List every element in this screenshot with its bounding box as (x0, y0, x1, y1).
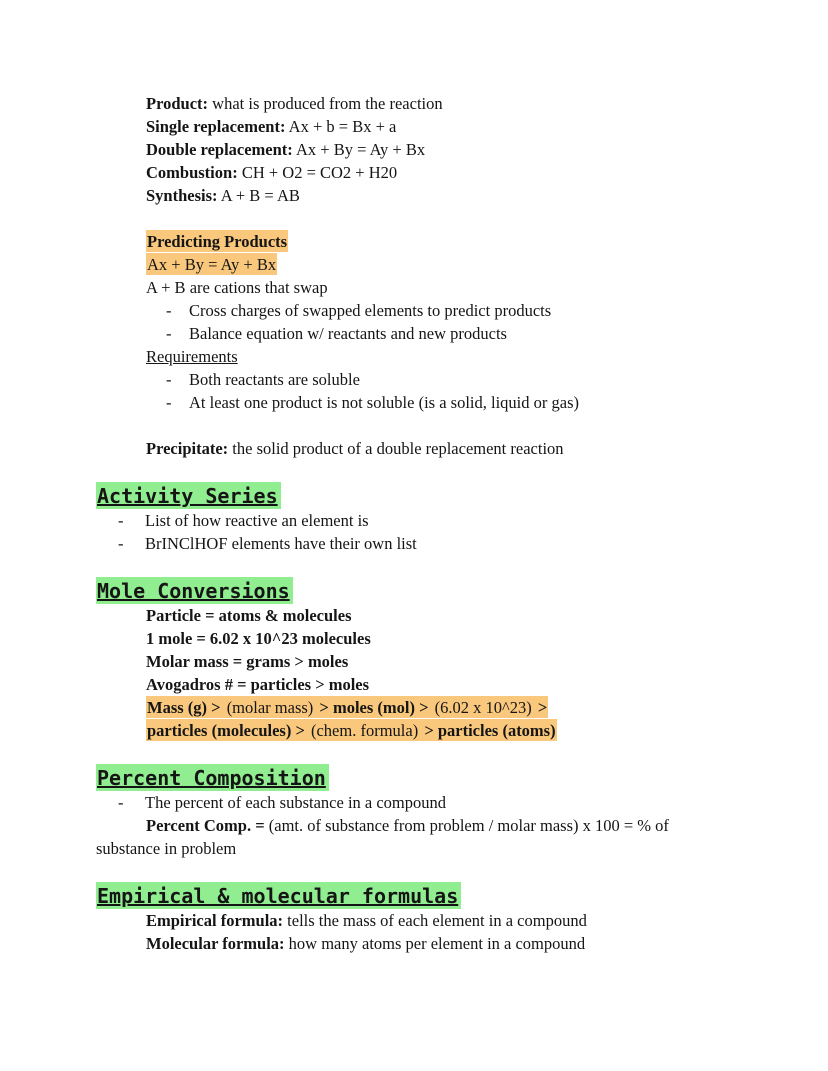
line-predicting-products-equation (96, 253, 788, 276)
text-segment: tells the mass of each element in a compound (283, 911, 587, 930)
line-percent-comp-formula-wrap (96, 837, 788, 860)
line-cross-charges (96, 299, 788, 322)
text-segment: (amt. of substance from problem / molar mass) x 100 = % of (268, 816, 669, 835)
text-segment: (chem. formula) (310, 721, 423, 740)
text-segment: Balance equation w/ reactants and new products (189, 324, 507, 343)
text-segment: Product: (146, 94, 209, 113)
line-empirical-formula (96, 909, 788, 932)
line-single-replacement (96, 115, 788, 138)
text-segment: how many atoms per element in a compound (284, 934, 586, 953)
text-segment: Combustion: (146, 163, 238, 182)
heading-empirical-molecular-formulas (96, 883, 788, 909)
text-segment: Precipitate: (146, 439, 229, 458)
bullet-dash: - (166, 393, 172, 412)
bullet-dash: - (166, 324, 172, 343)
heading-percent-composition (96, 765, 788, 791)
text-segment: List of how reactive an element is (145, 511, 369, 530)
bullet-dash: - (118, 511, 124, 530)
text-segment: particles (molecules) > (147, 721, 309, 740)
text-segment: Activity Series (96, 482, 281, 509)
heading-mole-conversions (96, 578, 788, 604)
line-molecular-formula (96, 932, 788, 955)
text-segment: what is produced from the reaction (208, 94, 443, 113)
line-molar-mass (96, 650, 788, 673)
text-segment: the solid product of a double replacement reaction (228, 439, 564, 458)
text-segment: Mass (g) > (147, 698, 225, 717)
text-segment: Ax + b = Bx + a (285, 117, 397, 136)
text-segment: Both reactants are soluble (189, 370, 360, 389)
blank-line (96, 555, 788, 578)
blank-line (96, 460, 788, 483)
heading-activity-series (96, 483, 788, 509)
text-segment: A + B are cations that swap (146, 278, 328, 297)
line-percent-comp-formula (96, 814, 788, 837)
text-segment: Ax + By = Ay + Bx (147, 255, 277, 274)
text-segment: Single replacement: (146, 117, 286, 136)
bullet-dash: - (166, 301, 172, 320)
text-segment: Predicting Products (147, 232, 288, 251)
text-segment: Synthesis: (146, 186, 218, 205)
line-product-definition (96, 92, 788, 115)
text-segment: BrINClHOF elements have their own list (145, 534, 417, 553)
line-brinclhof (96, 532, 788, 555)
line-cations-swap (96, 276, 788, 299)
text-segment: Ax + By = Ay + Bx (292, 140, 426, 159)
blank-line (96, 414, 788, 437)
text-segment: (molar mass) (226, 698, 318, 717)
line-combustion (96, 161, 788, 184)
text-segment: > particles (atoms) (424, 721, 556, 740)
text-segment: 1 mole = 6.02 x 10^23 molecules (146, 629, 371, 648)
line-balance-equation (96, 322, 788, 345)
line-particle-definition (96, 604, 788, 627)
line-precipitate-definition (96, 437, 788, 460)
text-segment: At least one product is not soluble (is a solid, liquid or gas) (189, 393, 579, 412)
text-segment: Molecular formula: (146, 934, 285, 953)
text-segment: CH + O2 = CO2 + H20 (237, 163, 398, 182)
blank-line (96, 207, 788, 230)
text-segment: Percent Comp. = (146, 816, 269, 835)
text-segment: Avogadros # = particles > moles (146, 675, 370, 694)
text-segment: substance in problem (96, 839, 237, 858)
text-segment: Cross charges of swapped elements to predict products (189, 301, 552, 320)
text-segment: A + B = AB (217, 186, 300, 205)
text-segment: Empirical & molecular formulas (96, 882, 461, 909)
line-avogadros-number (96, 673, 788, 696)
line-requirements-label (96, 345, 788, 368)
text-segment: > moles (mol) > (319, 698, 433, 717)
line-particles-conversion-chain (96, 719, 788, 742)
line-double-replacement (96, 138, 788, 161)
line-product-not-soluble (96, 391, 788, 414)
text-segment: > (537, 698, 548, 717)
line-one-mole (96, 627, 788, 650)
line-percent-composition-def (96, 791, 788, 814)
text-segment: Percent Composition (96, 764, 329, 791)
text-segment: Molar mass = grams > moles (146, 652, 349, 671)
bullet-dash: - (118, 793, 124, 812)
line-predicting-products-title (96, 230, 788, 253)
bullet-dash: - (166, 370, 172, 389)
text-segment: (6.02 x 10^23) (434, 698, 536, 717)
blank-line (96, 860, 788, 883)
line-mass-conversion-chain (96, 696, 788, 719)
blank-line (96, 742, 788, 765)
line-activity-series-def (96, 509, 788, 532)
line-both-reactants-soluble (96, 368, 788, 391)
text-segment: Double replacement: (146, 140, 293, 159)
bullet-dash: - (118, 534, 124, 553)
line-synthesis (96, 184, 788, 207)
text-segment: The percent of each substance in a compound (145, 793, 447, 812)
text-segment: Requirements (146, 347, 238, 366)
text-segment: Particle = atoms & molecules (146, 606, 352, 625)
text-segment: Mole Conversions (96, 577, 293, 604)
text-segment: Empirical formula: (146, 911, 284, 930)
